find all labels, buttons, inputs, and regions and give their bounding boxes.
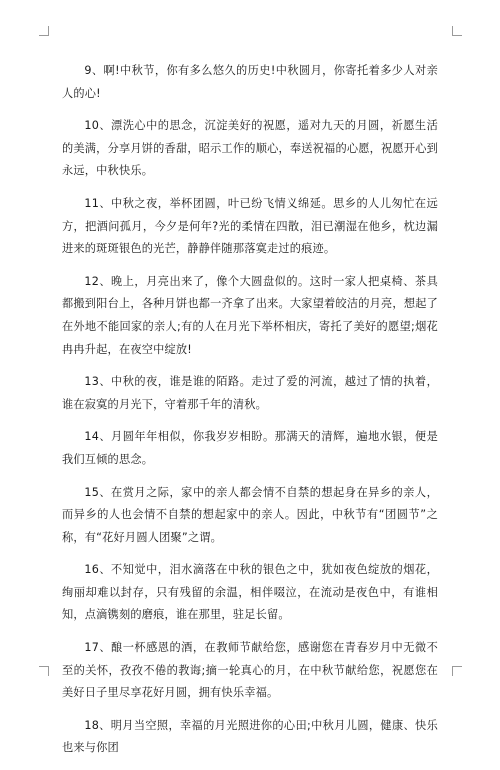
paragraph-10: 10、漂洗心中的思念，沉淀美好的祝愿，遥对九天的月圆，祈愿生活的美满，分享月饼的香甜，昭示工作的顺心，奉送祝福的心愿，祝愿开心到永远，中秋快乐。 [62, 119, 438, 178]
crop-mark-top-right [452, 26, 462, 36]
crop-mark-top-left [39, 26, 49, 36]
paragraph-12: 12、晚上，月亮出来了，像个大圆盘似的。这时一家人把桌椅、茶具都搬到阳台上，各种月饼也都一齐拿了出来。大家望着皎洁的月亮，想起了在外地不能回家的亲人;有的人在月光下举杯相庆，寄托了美好的愿望;烟花冉冉升起，在夜空中绽放! [62, 274, 438, 356]
paragraph-14: 14、月圆年年相似，你我岁岁相盼。那满天的清辉，遍地水银，便是我们互倾的思念。 [62, 430, 438, 466]
paragraph-11: 11、中秋之夜，举杯团圆，叶已纷飞情义绵延。思乡的人儿匆忙在远方，把酒问孤月，今夕是何年?光的柔情在四散，泪已潮湿在他乡，枕边漏进来的斑斑银色的光芒，静静伴随那落寞走过的痕迹。 [62, 196, 438, 256]
paragraph-17: 17、酿一杯感恩的酒，在教师节献给您，感谢您在青春岁月中无微不至的关怀，孜孜不倦的教诲;摘一轮真心的月，在中秋节献给您，祝愿您在美好日子里尽享花好月圆，拥有快乐幸福。 [62, 641, 438, 700]
paragraph-13: 13、中秋的夜，谁是谁的陌路。走过了爱的河流，越过了情的执着，谁在寂寞的月光下，守着那千年的清秋。 [62, 375, 438, 411]
paragraph-9: 9、啊!中秋节，你有多么悠久的历史!中秋圆月，你寄托着多少人对亲人的心! [62, 64, 438, 100]
paragraph-15: 15、在赏月之际，家中的亲人都会情不自禁的想起身在异乡的亲人，而异乡的人也会情不自禁的想起家中的亲人。因此，中秋节有“团圆节”之称，有“花好月圆人团聚”之谓。 [62, 485, 438, 544]
crop-mark-bottom-left [39, 666, 49, 676]
crop-mark-bottom-right [452, 666, 462, 676]
paragraph-18: 18、明月当空照，幸福的月光照进你的心田;中秋月儿圆，健康、快乐也来与你团 [62, 718, 438, 755]
paragraph-16: 16、不知觉中，泪水滴落在中秋的银色之中，犹如夜色绽放的烟花，绚丽却难以封存，只有残留的余温，相伴啜泣，在流动是夜色中，有谁相知，点滴镌刻的磨痕，谁在那里，驻足长留。 [62, 563, 438, 622]
document-body [62, 60, 438, 770]
